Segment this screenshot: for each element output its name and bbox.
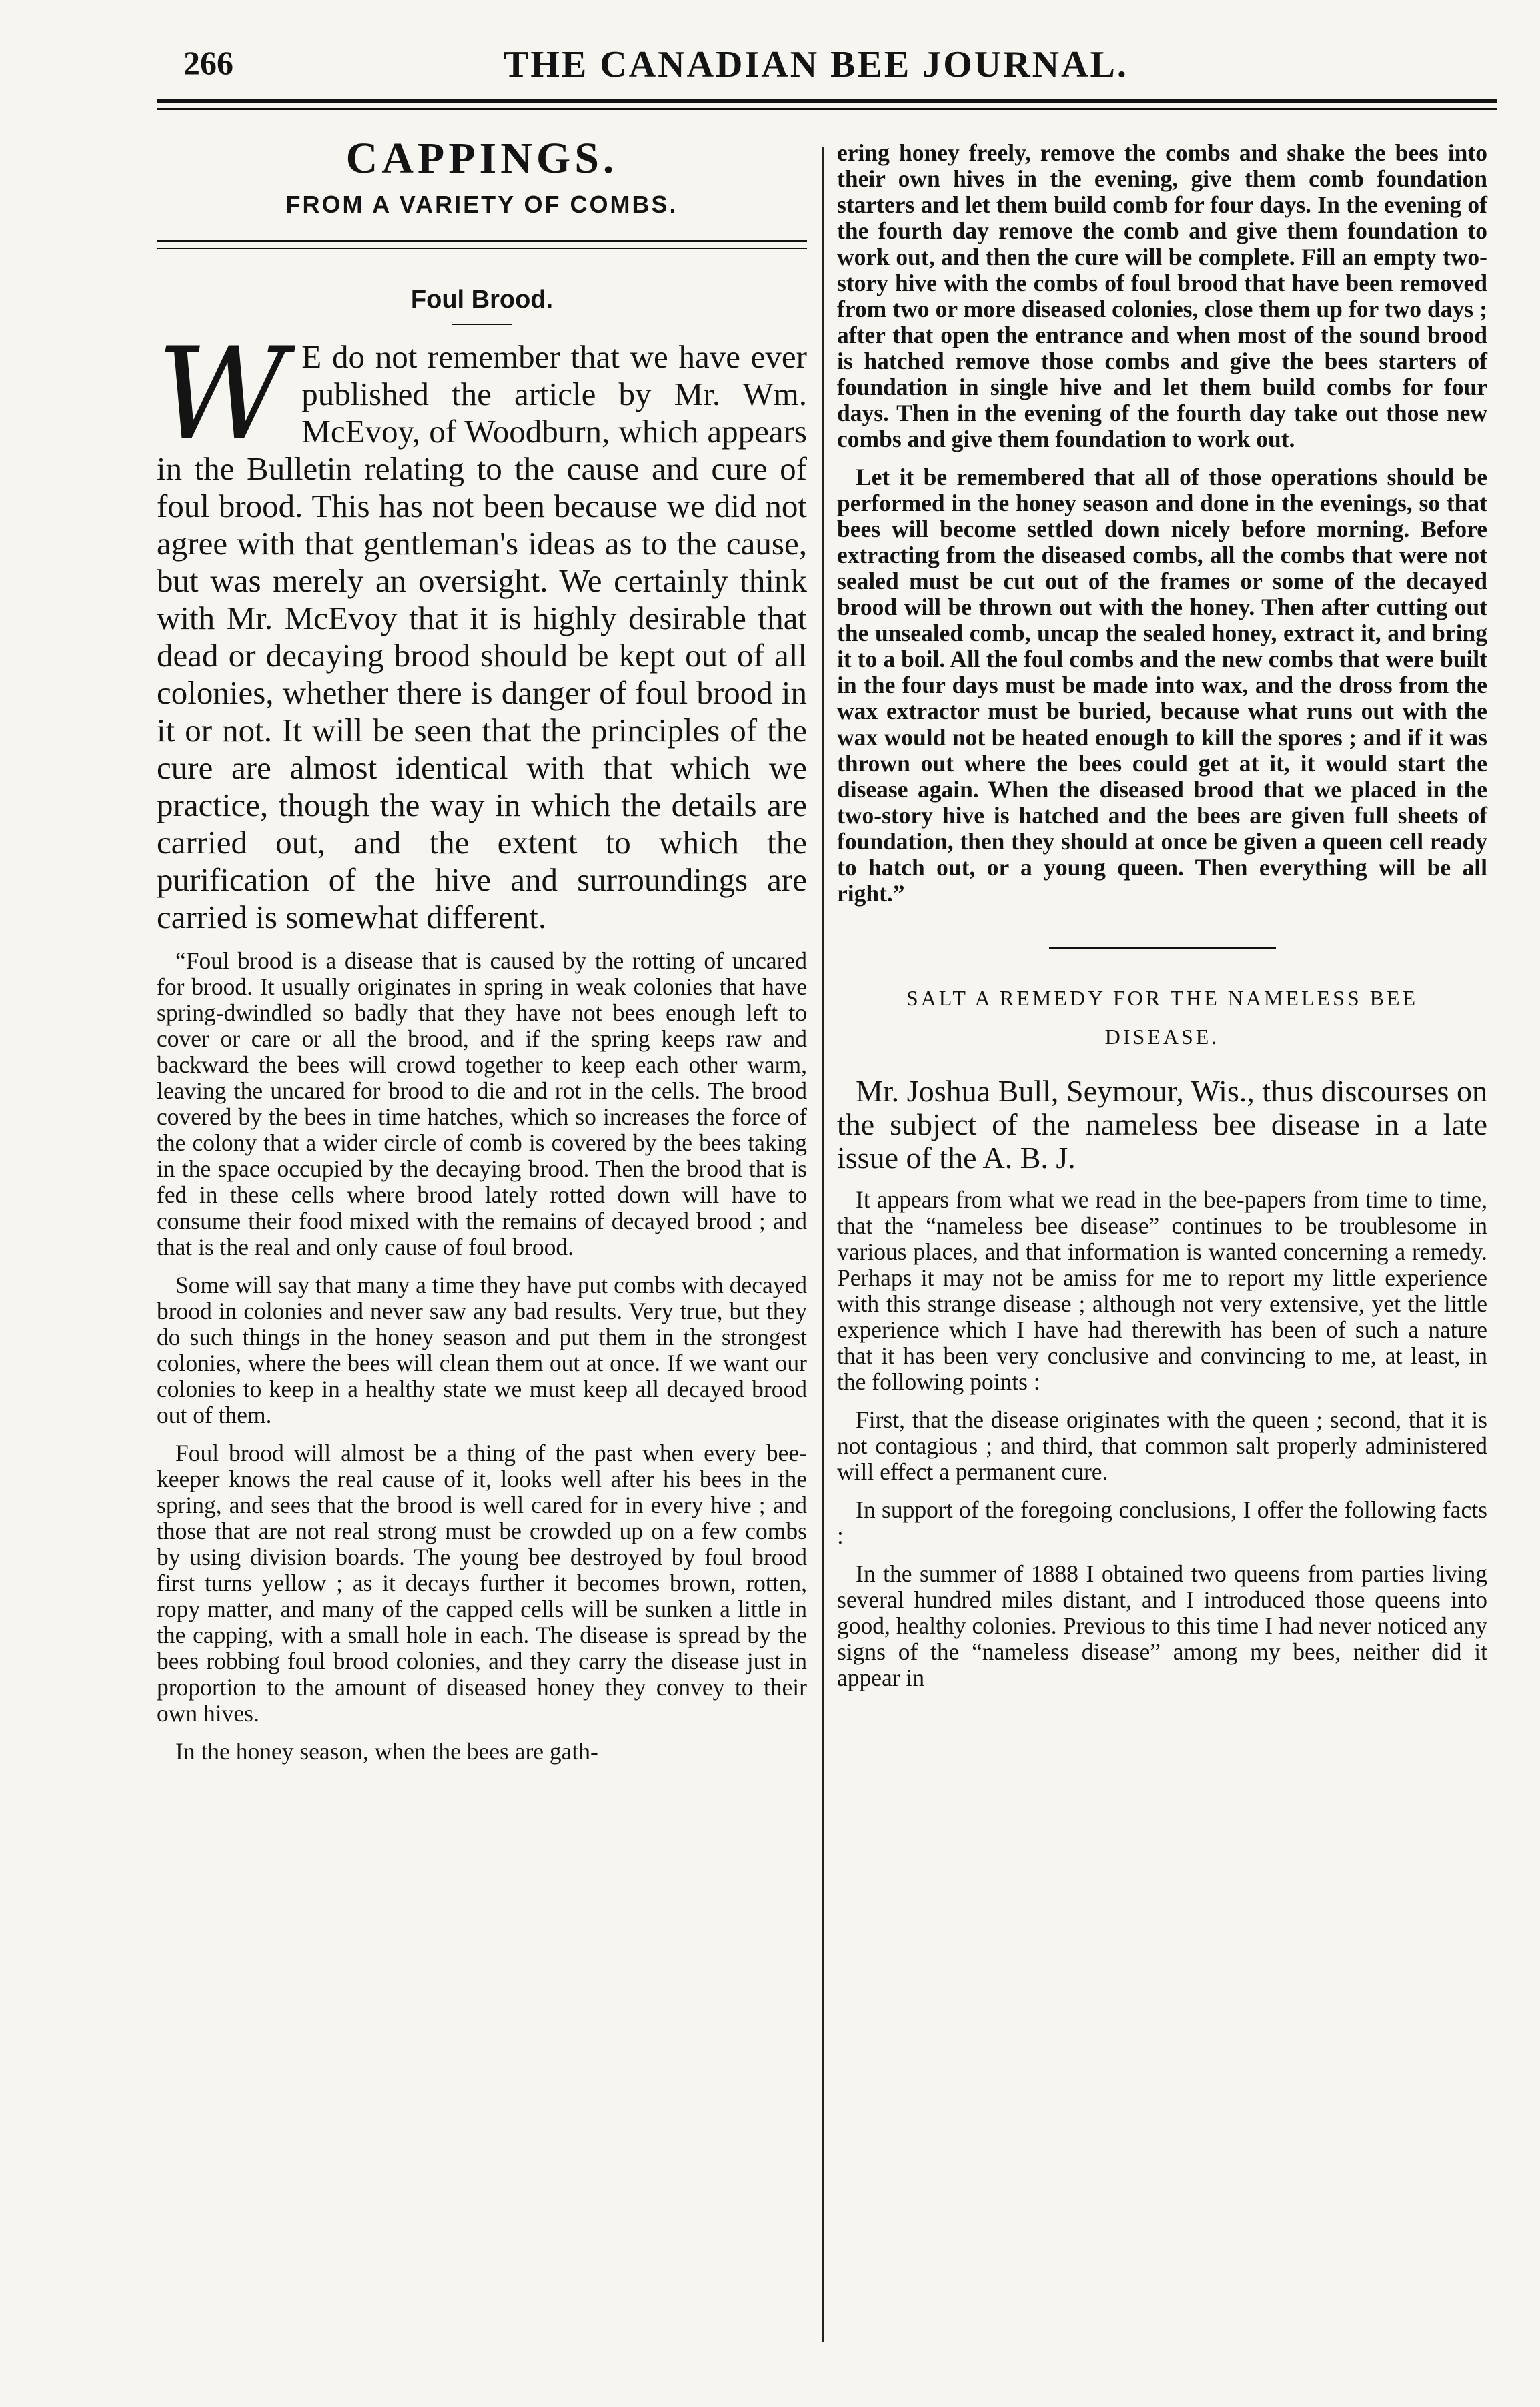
- section-subtitle: FROM A VARIETY OF COMBS.: [285, 191, 678, 218]
- header-rule: [157, 99, 1497, 103]
- page-header: [157, 37, 1477, 97]
- right-column: [837, 140, 1487, 1691]
- left-column: [157, 133, 807, 1765]
- column-divider: [822, 147, 824, 2342]
- ornament-divider: [837, 933, 1487, 958]
- section-title: CAPPINGS.: [345, 134, 618, 183]
- paragraph: Foul brood will almost be a thing of the past when every bee-keeper knows the real cause of it, looks well after his bees in the spring, and sees that the brood is well cared for in every hive ; and those that are not real strong must be crowded up on a few combs by using division boards. The young bee destroyed by foul brood first turns yellow ; as it decays further it becomes brown, rotten, ropy matter, and many of the capped cells will be sunken a little in the capping, with a small hole in each. The disease is spread by the bees robbing foul brood colonies, and they carry the disease just in proportion to the amount of diseased honey they convey to their own hives.: [157, 1440, 807, 1727]
- section-rule: [157, 240, 807, 242]
- lead-paragraph: [157, 320, 807, 936]
- salt-lead-paragraph: Mr. Joshua Bull, Seymour, Wis., thus discourses on the subject of the nameless bee disease in a late issue of the A. B. J.: [837, 1074, 1487, 1175]
- header-rule-thin: [157, 108, 1497, 110]
- paragraph: “Foul brood is a disease that is caused by the rotting of uncared for brood. It usually originates in spring in weak colonies that have spring-dwindled so badly that they have not bees enough left to cover or care or all the brood, and if the spring keeps raw and backward the bees will crowd together to keep each other warm, leaving the uncared for brood to die and rot in the cells. The brood covered by the bees in time hatches, which so increases the force of the colony that a wider circle of comb is covered by the bees taking in the space occupied by the decaying brood. Then the brood that is fed in these cells where brood lately rotted down will have to consume their food mixed with the remains of decayed brood ; and that is the real and only cause of foul brood.: [157, 947, 807, 1260]
- paragraph: Some will say that many a time they have put combs with decayed brood in colonies and never saw any bad results. Very true, but they do such things in the honey season and put them in the strongest colonies, where the bees will clean them out at once. If we want our colonies to keep in a healthy state we must keep all decayed brood out of them.: [157, 1272, 807, 1428]
- journal-title: THE CANADIAN BEE JOURNAL.: [504, 44, 1128, 85]
- paragraph: First, that the disease originates with the queen ; second, that it is not contagious ; and third, that common salt properly administered will effect a permanent cure.: [837, 1406, 1487, 1485]
- section-rule-thin: [157, 248, 807, 249]
- drop-cap: W: [157, 320, 287, 468]
- article-heading-salt: SALT A REMEDY FOR THE NAMELESS BEE: [906, 986, 1419, 1010]
- page-number: 266: [183, 44, 233, 81]
- paragraph: In support of the foregoing conclusions, I offer the following facts :: [837, 1496, 1487, 1549]
- heading-rule: [452, 324, 512, 325]
- lead-text: E do not remember that we have ever published the article by Mr. Wm. McEvoy, of Woodburn, which appears in the Bulletin relating to the cause and cure of foul brood. This has not been because we did not agree with that gentleman's ideas as to the cause, but was merely an oversight. We certainly think with Mr. McEvoy that it is highly desirable that dead or decaying brood should be kept out of all colonies, whether there is danger of foul brood in it or not. It will be seen that the principles of the cure are almost identical with that which we practice, though the way in which the details are carried out, and the extent to which the purification of the hive and surroundings are carried is somewhat different.: [157, 338, 807, 935]
- article-heading-salt-line2: DISEASE.: [1104, 1025, 1220, 1049]
- paragraph: In the summer of 1888 I obtained two queens from parties living several hundred miles distant, and I introduced those queens into good, healthy colonies. Previous to this time I had never noticed any signs of the “nameless disease” among my bees, neither did it appear in: [837, 1560, 1487, 1691]
- paragraph: In the honey season, when the bees are gath-: [175, 1738, 598, 1765]
- paragraph: Let it be remembered that all of those operations should be performed in the honey season and done in the evenings, so that bees will become settled down nicely before morning. Before extracting from the diseased combs, all the combs that were not sealed must be cut out of the frames or some of the decayed brood will be thrown out with the honey. Then after cutting out the unsealed comb, uncap the sealed honey, extract it, and bring it to a boil. All the foul combs and the new combs that were built in the four days must be made into wax, and the dross from the wax extractor must be buried, because what runs out with the wax would not be heated enough to kill the spores ; and if it was thrown out where the bees could get at it, it would start the disease again. When the diseased brood that we placed in the two-story hive is hatched and the bees are given full sheets of foundation, then they should at once be given a queen cell ready to hatch out, or a young queen. Then everything will be all right.”: [837, 464, 1487, 907]
- article-heading: Foul Brood.: [410, 286, 554, 314]
- paragraph: It appears from what we read in the bee-papers from time to time, that the “nameless bee disease” continues to be troublesome in various places, and that information is wanted concerning a remedy. Perhaps it may not be amiss for me to report my little experience with this strange disease ; although not very extensive, yet the little experience which I have had therewith has been of such a nature that it has been very conclusive and convincing to me, at least, in the following points :: [837, 1186, 1487, 1395]
- paragraph: ering honey freely, remove the combs and shake the bees into their own hives in the evening, give them comb foundation starters and let them build comb for four days. In the evening of the fourth day remove the comb and give them foundation to work out, and then the cure will be complete. Fill an empty two-story hive with the combs of foul brood that have been removed from two or more diseased colonies, close them up for two days ; after that open the entrance and when most of the sound brood is hatched remove those combs and give the bees starters of foundation in single hive and let them build combs for four days. Then in the evening of the fourth day take out those new combs and give them foundation to work out.: [837, 139, 1487, 452]
